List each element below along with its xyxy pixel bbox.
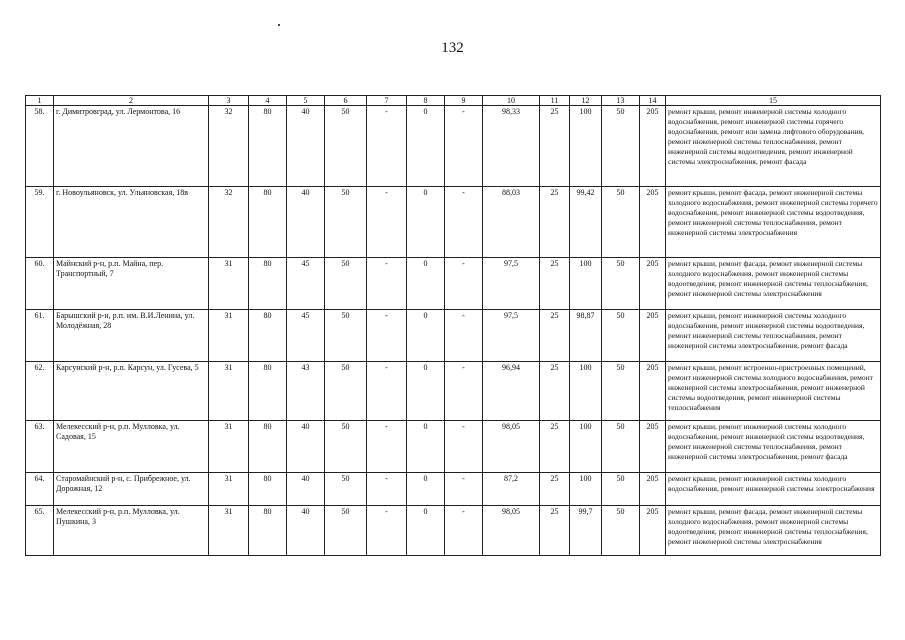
value-cell: 25 [540,187,570,258]
value-cell: 50 [602,258,640,310]
scan-speck [278,24,280,26]
value-cell: 50 [325,473,367,506]
value-cell: - [367,187,407,258]
value-cell: 88,03 [483,187,540,258]
value-cell: 87,2 [483,473,540,506]
header-cell: 2 [54,96,209,106]
value-cell: 80 [249,187,287,258]
table-row [26,106,881,187]
works-cell: ремонт крыши, ремонт фасада, ремонт инженерной системы холодного водоснабжения, ремонт инженерной системы горячего водоснабжения, ремонт инженерной системы водоотведения, ремонт инженерной системы теплоснабжения, ремонт инженерной системы электроснабжения [666,187,881,258]
value-cell: - [445,362,483,421]
value-cell: 40 [287,421,325,473]
table-row [26,187,881,258]
value-cell: - [367,310,407,362]
value-cell: 80 [249,473,287,506]
header-cell: 12 [570,96,602,106]
value-cell: - [445,187,483,258]
value-cell: 50 [325,506,367,556]
value-cell: 0 [407,362,445,421]
table-row [26,421,881,473]
value-cell: 50 [602,106,640,187]
value-cell: 50 [602,362,640,421]
table-row [26,473,881,506]
header-cell: 4 [249,96,287,106]
works-cell: ремонт крыши, ремонт встроенно-пристроенных помещений, ремонт инженерной системы холодного водоснабжения, ремонт инженерной системы электроснабжения, ремонт инженерной системы водоотведения, ремонт инженерной системы теплоснабжения [666,362,881,421]
value-cell: - [367,362,407,421]
table-row [26,258,881,310]
value-cell: 50 [325,362,367,421]
header-cell: 5 [287,96,325,106]
row-number: 61. [26,310,54,362]
value-cell: - [367,506,407,556]
address-cell: Мелекесский р-н, р.п. Мулловка, ул. Садовая, 15 [54,421,209,473]
value-cell: 98,05 [483,421,540,473]
works-cell: ремонт крыши, ремонт инженерной системы холодного водоснабжения, ремонт инженерной системы водоотведения, ремонт инженерной системы теплоснабжения, ремонт инженерной системы электроснабжения, ремонт фасада [666,421,881,473]
value-cell: 31 [209,362,249,421]
value-cell: - [445,310,483,362]
value-cell: - [445,106,483,187]
value-cell: 98,05 [483,506,540,556]
value-cell: 40 [287,187,325,258]
row-number: 65. [26,506,54,556]
value-cell: - [445,506,483,556]
works-cell: ремонт крыши, ремонт инженерной системы холодного водоснабжения, ремонт инженерной системы водоотведения, ремонт инженерной системы теплоснабжения, ремонт инженерной системы электроснабжения, ремонт фасада [666,310,881,362]
value-cell: 0 [407,106,445,187]
value-cell: 100 [570,362,602,421]
value-cell: 98,33 [483,106,540,187]
address-cell: Карсунский р-н, р.п. Карсун, ул. Гусева, 5 [54,362,209,421]
value-cell: 80 [249,421,287,473]
value-cell: 31 [209,506,249,556]
value-cell: 205 [640,473,666,506]
value-cell: 205 [640,421,666,473]
value-cell: - [445,473,483,506]
value-cell: 32 [209,187,249,258]
address-cell: Майнский р-н, р.п. Майна, пер. Транспортный, 7 [54,258,209,310]
value-cell: 50 [325,258,367,310]
value-cell: 100 [570,258,602,310]
value-cell: 205 [640,258,666,310]
value-cell: 97,5 [483,310,540,362]
table-row [26,310,881,362]
value-cell: 100 [570,473,602,506]
address-cell: Барышский р-н, р.п. им. В.И.Ленина, ул. Молодёжная, 28 [54,310,209,362]
value-cell: 100 [570,106,602,187]
value-cell: 40 [287,506,325,556]
value-cell: - [367,258,407,310]
value-cell: 80 [249,362,287,421]
value-cell: 25 [540,310,570,362]
value-cell: 80 [249,106,287,187]
header-row [26,96,881,106]
value-cell: 32 [209,106,249,187]
value-cell: 0 [407,187,445,258]
value-cell: 50 [602,421,640,473]
row-number: 63. [26,421,54,473]
value-cell: 50 [602,187,640,258]
value-cell: 31 [209,473,249,506]
row-number: 60. [26,258,54,310]
value-cell: 80 [249,310,287,362]
header-cell: 15 [666,96,881,106]
works-cell: ремонт крыши, ремонт фасада, ремонт инженерной системы холодного водоснабжения, ремонт инженерной системы водоотведения, ремонт инженерной системы теплоснабжения, ремонт инженерной системы электроснабжения [666,506,881,556]
header-cell: 9 [445,96,483,106]
header-cell: 6 [325,96,367,106]
works-cell: ремонт крыши, ремонт инженерной системы холодного водоснабжения, ремонт инженерной системы горячего водоснабжения, ремонт или замена лифтового оборудования, ремонт инженерной системы теплоснабжения, ремонт инженерной системы водоотведения, ремонт инженерной системы электроснабжения, ремонт фасада [666,106,881,187]
value-cell: 96,94 [483,362,540,421]
value-cell: - [445,421,483,473]
value-cell: 50 [325,106,367,187]
value-cell: 25 [540,506,570,556]
row-number: 59. [26,187,54,258]
value-cell: 25 [540,362,570,421]
value-cell: - [445,258,483,310]
value-cell: 40 [287,106,325,187]
address-cell: г. Димитровград, ул. Лермонтова, 16 [54,106,209,187]
header-cell: 7 [367,96,407,106]
page-number: 132 [441,40,464,56]
header-cell: 3 [209,96,249,106]
value-cell: 205 [640,506,666,556]
value-cell: 0 [407,506,445,556]
value-cell: 100 [570,421,602,473]
value-cell: 0 [407,473,445,506]
value-cell: 50 [325,421,367,473]
value-cell: 45 [287,310,325,362]
value-cell: - [367,473,407,506]
header-cell: 14 [640,96,666,106]
value-cell: 31 [209,421,249,473]
value-cell: - [367,106,407,187]
header-cell: 11 [540,96,570,106]
row-number: 64. [26,473,54,506]
value-cell: 80 [249,258,287,310]
works-cell: ремонт крыши, ремонт инженерной системы холодного водоснабжения, ремонт инженерной системы электроснабжения [666,473,881,506]
value-cell: 99,42 [570,187,602,258]
value-cell: 99,7 [570,506,602,556]
value-cell: 31 [209,310,249,362]
value-cell: 25 [540,106,570,187]
value-cell: 31 [209,258,249,310]
value-cell: 205 [640,106,666,187]
value-cell: 25 [540,421,570,473]
value-cell: 0 [407,421,445,473]
value-cell: 50 [325,310,367,362]
table-row [26,506,881,556]
repair-program-table [25,95,881,556]
value-cell: 45 [287,258,325,310]
value-cell: 43 [287,362,325,421]
value-cell: 205 [640,310,666,362]
row-number: 62. [26,362,54,421]
value-cell: 25 [540,473,570,506]
value-cell: 98,87 [570,310,602,362]
value-cell: 205 [640,187,666,258]
value-cell: 0 [407,310,445,362]
header-cell: 1 [26,96,54,106]
address-cell: Старомайнский р-н, с. Прибрежное, ул. Дорожная, 12 [54,473,209,506]
header-cell: 10 [483,96,540,106]
value-cell: 40 [287,473,325,506]
value-cell: 0 [407,258,445,310]
address-cell: г. Новоульяновск, ул. Ульяновская, 18в [54,187,209,258]
value-cell: 97,5 [483,258,540,310]
row-number: 58. [26,106,54,187]
header-cell: 8 [407,96,445,106]
table-row [26,362,881,421]
works-cell: ремонт крыши, ремонт фасада, ремонт инженерной системы холодного водоснабжения, ремонт инженерной системы водоотведения, ремонт инженерной системы теплоснабжения, ремонт инженерной системы электроснабжения [666,258,881,310]
value-cell: 80 [249,506,287,556]
value-cell: 50 [602,473,640,506]
value-cell: 205 [640,362,666,421]
value-cell: 50 [602,310,640,362]
value-cell: 25 [540,258,570,310]
header-cell: 13 [602,96,640,106]
value-cell: - [367,421,407,473]
address-cell: Мелекесский р-н, р.п. Мулловка, ул. Пушкина, 3 [54,506,209,556]
value-cell: 50 [325,187,367,258]
value-cell: 50 [602,506,640,556]
